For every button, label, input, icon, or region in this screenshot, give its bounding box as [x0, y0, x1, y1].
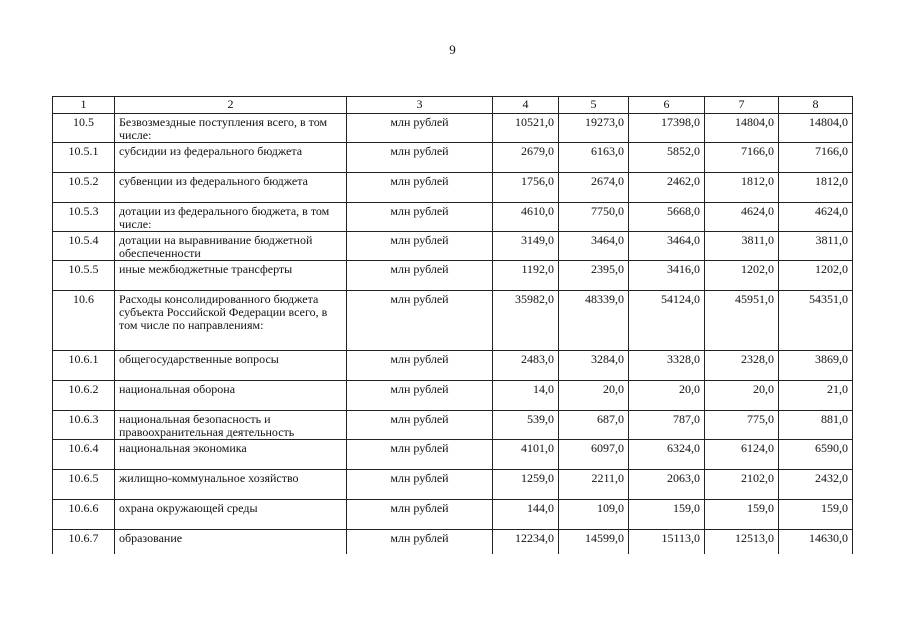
row-value: 7750,0	[559, 203, 629, 232]
row-code: 10.5.1	[53, 143, 115, 173]
row-value: 14804,0	[705, 114, 779, 143]
row-value: 1202,0	[705, 261, 779, 291]
row-unit: млн рублей	[347, 470, 493, 500]
column-header-5: 5	[559, 97, 629, 114]
row-code: 10.6.3	[53, 411, 115, 440]
row-name: субсидии из федерального бюджета	[115, 143, 347, 173]
column-header-6: 6	[629, 97, 705, 114]
row-value: 2674,0	[559, 173, 629, 203]
row-value: 14630,0	[779, 530, 853, 555]
column-header-1: 1	[53, 97, 115, 114]
row-value: 3416,0	[629, 261, 705, 291]
row-value: 1812,0	[705, 173, 779, 203]
row-unit: млн рублей	[347, 291, 493, 351]
table-row	[53, 470, 853, 500]
row-value: 7166,0	[779, 143, 853, 173]
row-value: 20,0	[705, 381, 779, 411]
row-code: 10.6	[53, 291, 115, 351]
row-code: 10.6.7	[53, 530, 115, 555]
row-name: субвенции из федерального бюджета	[115, 173, 347, 203]
row-value: 35982,0	[493, 291, 559, 351]
row-value: 54124,0	[629, 291, 705, 351]
row-value: 687,0	[559, 411, 629, 440]
row-value: 3464,0	[559, 232, 629, 261]
row-value: 4624,0	[779, 203, 853, 232]
row-code: 10.6.4	[53, 440, 115, 470]
table-row	[53, 203, 853, 232]
row-value: 2063,0	[629, 470, 705, 500]
row-code: 10.5.2	[53, 173, 115, 203]
row-value: 159,0	[629, 500, 705, 530]
row-value: 6324,0	[629, 440, 705, 470]
row-value: 2432,0	[779, 470, 853, 500]
row-value: 2679,0	[493, 143, 559, 173]
row-code: 10.6.6	[53, 500, 115, 530]
row-value: 4101,0	[493, 440, 559, 470]
column-header-2: 2	[115, 97, 347, 114]
table-row	[53, 173, 853, 203]
row-value: 3284,0	[559, 351, 629, 381]
table-row	[53, 232, 853, 261]
row-value: 1192,0	[493, 261, 559, 291]
column-header-8: 8	[779, 97, 853, 114]
row-code: 10.6.2	[53, 381, 115, 411]
row-unit: млн рублей	[347, 351, 493, 381]
row-unit: млн рублей	[347, 411, 493, 440]
row-name: общегосударственные вопросы	[115, 351, 347, 381]
row-code: 10.6.5	[53, 470, 115, 500]
row-name: национальная оборона	[115, 381, 347, 411]
row-value: 2102,0	[705, 470, 779, 500]
row-value: 6590,0	[779, 440, 853, 470]
row-unit: млн рублей	[347, 381, 493, 411]
row-value: 787,0	[629, 411, 705, 440]
row-value: 2395,0	[559, 261, 629, 291]
column-header-3: 3	[347, 97, 493, 114]
row-value: 45951,0	[705, 291, 779, 351]
row-value: 1756,0	[493, 173, 559, 203]
row-value: 12234,0	[493, 530, 559, 555]
table-row	[53, 351, 853, 381]
row-value: 539,0	[493, 411, 559, 440]
table-row	[53, 291, 853, 351]
row-value: 159,0	[705, 500, 779, 530]
row-value: 3811,0	[779, 232, 853, 261]
row-code: 10.6.1	[53, 351, 115, 381]
row-value: 7166,0	[705, 143, 779, 173]
table-row	[53, 500, 853, 530]
row-value: 3811,0	[705, 232, 779, 261]
table-header-row	[53, 97, 853, 114]
row-unit: млн рублей	[347, 530, 493, 555]
table-row	[53, 411, 853, 440]
row-value: 1259,0	[493, 470, 559, 500]
table-row	[53, 261, 853, 291]
page-number: 9	[449, 42, 456, 57]
row-value: 15113,0	[629, 530, 705, 555]
row-name: национальная экономика	[115, 440, 347, 470]
table-row	[53, 114, 853, 143]
row-name: жилищно-коммунальное хозяйство	[115, 470, 347, 500]
row-unit: млн рублей	[347, 500, 493, 530]
row-name: дотации из федерального бюджета, в том числе:	[115, 203, 347, 232]
row-unit: млн рублей	[347, 203, 493, 232]
row-value: 48339,0	[559, 291, 629, 351]
row-code: 10.5.3	[53, 203, 115, 232]
row-value: 21,0	[779, 381, 853, 411]
row-value: 19273,0	[559, 114, 629, 143]
row-value: 17398,0	[629, 114, 705, 143]
row-value: 4610,0	[493, 203, 559, 232]
budget-table	[52, 96, 853, 554]
row-unit: млн рублей	[347, 261, 493, 291]
row-value: 3328,0	[629, 351, 705, 381]
row-value: 6163,0	[559, 143, 629, 173]
table-row	[53, 381, 853, 411]
row-value: 4624,0	[705, 203, 779, 232]
row-unit: млн рублей	[347, 114, 493, 143]
row-value: 2462,0	[629, 173, 705, 203]
row-unit: млн рублей	[347, 143, 493, 173]
row-value: 159,0	[779, 500, 853, 530]
row-value: 54351,0	[779, 291, 853, 351]
row-value: 2211,0	[559, 470, 629, 500]
row-code: 10.5.5	[53, 261, 115, 291]
column-header-7: 7	[705, 97, 779, 114]
row-value: 12513,0	[705, 530, 779, 555]
row-unit: млн рублей	[347, 440, 493, 470]
row-name: иные межбюджетные трансферты	[115, 261, 347, 291]
table-row	[53, 143, 853, 173]
row-name: образование	[115, 530, 347, 555]
row-value: 5852,0	[629, 143, 705, 173]
row-value: 14804,0	[779, 114, 853, 143]
row-value: 20,0	[629, 381, 705, 411]
row-value: 144,0	[493, 500, 559, 530]
row-value: 6097,0	[559, 440, 629, 470]
row-name: Безвозмездные поступления всего, в том числе:	[115, 114, 347, 143]
row-code: 10.5.4	[53, 232, 115, 261]
row-name: дотации на выравнивание бюджетной обеспеченности	[115, 232, 347, 261]
row-value: 20,0	[559, 381, 629, 411]
row-value: 3869,0	[779, 351, 853, 381]
row-name: охрана окружающей среды	[115, 500, 347, 530]
row-value: 2328,0	[705, 351, 779, 381]
row-value: 10521,0	[493, 114, 559, 143]
column-header-4: 4	[493, 97, 559, 114]
row-name: Расходы консолидированного бюджета субъекта Российской Федерации всего, в том числе по направлениям:	[115, 291, 347, 351]
row-value: 775,0	[705, 411, 779, 440]
row-unit: млн рублей	[347, 232, 493, 261]
table-row	[53, 440, 853, 470]
row-value: 14599,0	[559, 530, 629, 555]
row-value: 6124,0	[705, 440, 779, 470]
row-value: 1812,0	[779, 173, 853, 203]
row-value: 3464,0	[629, 232, 705, 261]
row-code: 10.5	[53, 114, 115, 143]
row-value: 2483,0	[493, 351, 559, 381]
row-value: 109,0	[559, 500, 629, 530]
row-value: 3149,0	[493, 232, 559, 261]
row-name: национальная безопасность и правоохранительная деятельность	[115, 411, 347, 440]
row-value: 881,0	[779, 411, 853, 440]
row-value: 5668,0	[629, 203, 705, 232]
row-value: 1202,0	[779, 261, 853, 291]
row-value: 14,0	[493, 381, 559, 411]
table-row	[53, 530, 853, 555]
row-unit: млн рублей	[347, 173, 493, 203]
